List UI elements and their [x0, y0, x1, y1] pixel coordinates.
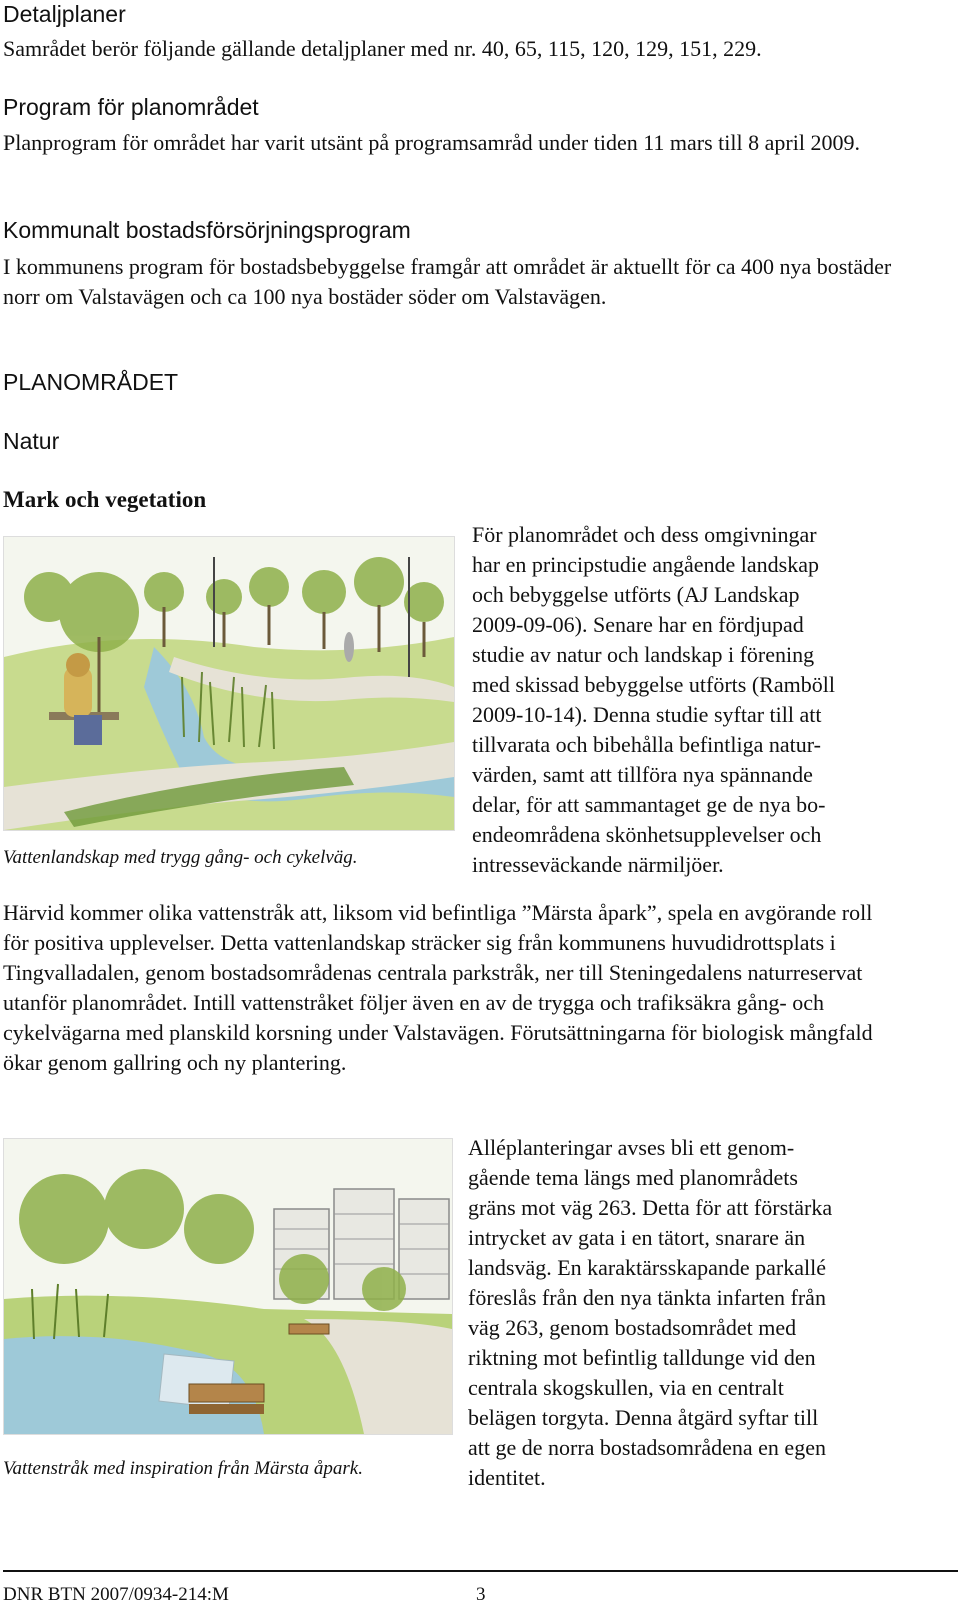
text-line: För planområdet och dess omgivningar — [472, 522, 817, 547]
text-line: identitet. — [468, 1465, 546, 1490]
footer-document-number: DNR BTN 2007/0934-214:M — [3, 1584, 229, 1605]
caption-figure-2: Vattenstråk med inspiration från Märsta åpark. — [3, 1458, 363, 1479]
text-line: Alléplanteringar avses bli ett genom- — [468, 1135, 795, 1160]
heading-detaljplaner: Detaljplaner — [3, 1, 126, 27]
text-line: 2009-10-14). Denna studie syftar till att — [472, 702, 822, 727]
text-line: studie av natur och landskap i förening — [472, 642, 815, 667]
text-line: väg 263, genom bostadsområdet med — [468, 1315, 797, 1340]
text-line: gående tema längs med planområdets — [468, 1165, 798, 1190]
text-line: belägen torgyta. Denna åtgärd syftar till — [468, 1405, 819, 1430]
heading-mark-och-vegetation: Mark och vegetation — [3, 487, 207, 512]
heading-bostadsforsorjning: Kommunalt bostadsförsörjningsprogram — [3, 217, 411, 243]
paragraph-vattenstrak: Härvid kommer olika vattenstråk att, liksom vid befintliga ”Märsta åpark”, spela en avgörande roll för positiva upplevelser. Detta vattenlandskap sträcker sig från kommunens huvudidrottsplats i Tingvalladalen, genom bostadsområdenas centrala parkstråk, ner till Steningedalens naturreservat utanför planområdet. Intill vattenstråket följer även en av de trygga och trafiksäkra gång- och cykelvägarna med planskild korsning under Valstavägen. Förutsättningarna för biologisk mångfald ökar genom gallring och ny plantering. — [3, 900, 873, 1075]
column-text-2 — [468, 1133, 832, 1493]
text-line: endeområdena skönhetsupplevelser och — [472, 822, 822, 847]
text-line: centrala skogskullen, via en centralt — [468, 1375, 784, 1400]
text-line: riktning mot befintlig talldunge vid den — [468, 1345, 816, 1370]
text-line: värden, samt att tillföra nya spännande — [472, 762, 813, 787]
sketch-park-water-path — [4, 537, 454, 830]
paragraph-detaljplaner: Samrådet berör följande gällande detaljplaner med nr. 40, 65, 115, 120, 129, 151, 229. — [3, 36, 762, 61]
text-line: 2009-09-06). Senare har en fördjupad — [472, 612, 804, 637]
heading-natur: Natur — [3, 428, 60, 454]
heading-program: Program för planområdet — [3, 94, 259, 120]
text-line: tillvarata och bibehålla befintliga natur- — [472, 732, 821, 757]
illustration-vattenstrak — [3, 1138, 453, 1435]
text-line: gräns mot väg 263. Detta för att förstärka — [468, 1195, 833, 1220]
text-line: har en principstudie angående landskap — [472, 552, 819, 577]
footer-page-number: 3 — [476, 1584, 486, 1605]
column-text-1 — [472, 520, 835, 880]
text-line: delar, för att sammantaget ge de nya bo- — [472, 792, 826, 817]
text-line: föreslås från den nya tänkta infarten från — [468, 1285, 826, 1310]
paragraph-program: Planprogram för området har varit utsänt på programsamråd under tiden 11 mars till 8 april 2009. — [3, 130, 860, 155]
caption-figure-1: Vattenlandskap med trygg gång- och cykelväg. — [3, 847, 358, 868]
heading-planomradet: PLANOMRÅDET — [3, 369, 179, 395]
text-line: landsväg. En karaktärsskapande parkallé — [468, 1255, 826, 1280]
paragraph-bostadsforsorjning: I kommunens program för bostadsbebyggelse framgår att området är aktuellt för ca 400 nya bostäder norr om Valstavägen och ca 100 nya bostäder söder om Valstavägen. — [3, 254, 892, 309]
text-line: intresseväckande närmiljöer. — [472, 852, 724, 877]
text-line: att ge de norra bostadsområdena en egen — [468, 1435, 826, 1460]
footer-divider — [3, 1570, 958, 1572]
text-line: och bebyggelse utförts (AJ Landskap — [472, 582, 800, 607]
illustration-vattenlandskap — [3, 536, 455, 831]
sketch-water-stream-buildings — [4, 1139, 452, 1434]
text-line: intrycket av gata i en tätort, snarare än — [468, 1225, 806, 1250]
text-line: med skissad bebyggelse utförts (Ramböll — [472, 672, 835, 697]
